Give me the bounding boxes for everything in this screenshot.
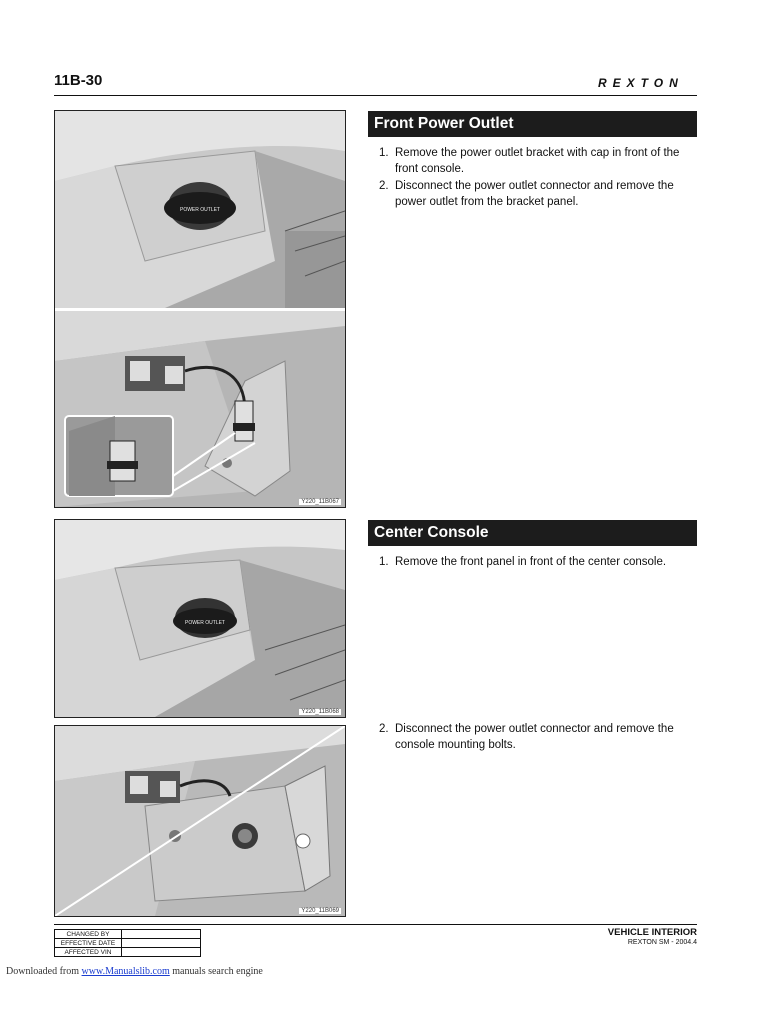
table-row (55, 939, 201, 948)
figure-front-power-outlet (54, 110, 346, 508)
photo-console-mounting-bolts (55, 726, 345, 916)
section-title-center-console: Center Console (368, 520, 697, 546)
revision-value (122, 939, 201, 948)
step-item: 1. Remove the front panel in front of the center console. (379, 556, 667, 568)
figure-label: Y220_11B069 (301, 908, 339, 914)
footer-rule (54, 924, 697, 925)
outlet-cap-text: POWER OUTLET (179, 207, 221, 213)
download-notice (6, 966, 263, 977)
revision-value (122, 930, 201, 939)
brand-logo: REXTON (598, 76, 684, 90)
header-rule (54, 95, 697, 96)
figure-center-console-2 (54, 725, 346, 917)
footer-subtitle: REXTON SM - 2004.4 (627, 939, 697, 946)
outlet-cap-text: POWER OUTLET (184, 620, 226, 626)
revision-table (54, 929, 201, 957)
manualslib-link[interactable]: www.Manualslib.com (81, 966, 170, 977)
revision-label: CHANGED BY (55, 930, 122, 939)
revision-value (122, 948, 201, 957)
download-suffix: manuals search engine (172, 966, 263, 977)
step-item: 2. Disconnect the power outlet connector and remove the power outlet from the bracket panel. (379, 180, 674, 208)
figure-center-console-1 (54, 519, 346, 718)
figure-label: Y220_11B067 (301, 499, 339, 505)
steps-center-console-1 (379, 555, 699, 571)
table-row (55, 930, 201, 939)
photo-outlet-bracket (55, 111, 345, 507)
table-row (55, 948, 201, 957)
step-item: 2. Disconnect the power outlet connector and remove the console mounting bolts. (379, 723, 674, 751)
revision-label: AFFECTED VIN (55, 948, 122, 957)
revision-label: EFFECTIVE DATE (55, 939, 122, 948)
steps-front-power-outlet (379, 146, 699, 210)
photo-center-console-panel (55, 520, 345, 717)
step-item: 1. Remove the power outlet bracket with cap in front of the front console. (379, 147, 680, 175)
page-number: 11B-30 (54, 72, 103, 89)
footer-title: VEHICLE INTERIOR (607, 927, 697, 938)
download-prefix: Downloaded from (6, 966, 80, 977)
figure-label: Y220_11B068 (301, 709, 339, 715)
steps-center-console-2 (379, 722, 699, 753)
section-title-front-power-outlet: Front Power Outlet (368, 111, 697, 137)
